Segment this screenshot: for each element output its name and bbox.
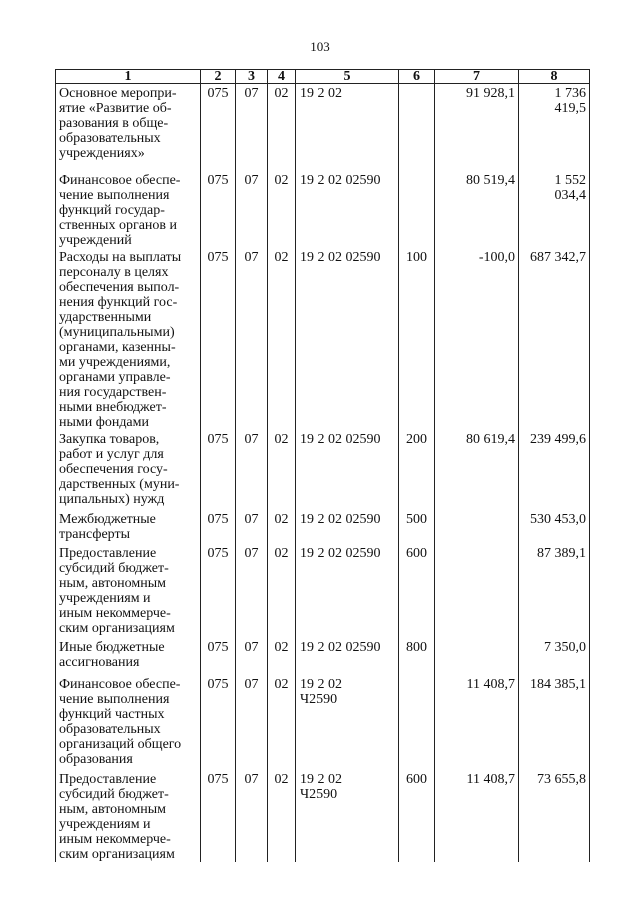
row-section-text: 07 <box>244 771 259 787</box>
row-name <box>56 171 201 248</box>
row-total-amount <box>519 510 590 544</box>
row-change-amount <box>435 84 519 171</box>
row-subsection <box>268 544 296 638</box>
row-expense-type <box>399 248 435 430</box>
row-target-article <box>296 510 399 544</box>
row-code-admin <box>201 638 236 675</box>
row-total-amount <box>519 638 590 675</box>
row-code-admin <box>201 430 236 510</box>
row-name-text: Финансовое обеспе- чение выполнения функций государ- ственных органов и учреждений <box>59 172 181 248</box>
row-expense-type-text: 800 <box>406 639 427 655</box>
row-subsection-text: 02 <box>274 545 289 561</box>
budget-table-wrapper <box>55 69 589 862</box>
row-name-text: Расходы на выплаты персоналу в целях обеспечения выпол- нения функций гос- ударственными (муниципальными) органами, казенны- ми учреждениями, органами управле- ния государствен- ными внебюджет- ными фондами <box>59 249 182 430</box>
row-total-amount-text: 530 453,0 <box>530 511 586 527</box>
row-total-amount <box>519 770 590 862</box>
row-change-amount <box>435 770 519 862</box>
header-col-8: 8 <box>519 70 590 84</box>
row-subsection <box>268 675 296 770</box>
row-code-admin-text: 075 <box>207 771 229 787</box>
row-section-text: 07 <box>244 545 259 561</box>
row-expense-type <box>399 430 435 510</box>
row-section <box>236 248 268 430</box>
row-section <box>236 675 268 770</box>
row-code-admin-text: 075 <box>207 172 229 188</box>
row-code-admin-text: 075 <box>207 86 229 101</box>
row-subsection <box>268 638 296 675</box>
row-name <box>56 675 201 770</box>
row-name <box>56 770 201 862</box>
row-change-amount <box>435 675 519 770</box>
row-name-text: Финансовое обеспе- чение выполнения функций частных образовательных организаций общего образования <box>59 676 182 767</box>
row-target-article <box>296 544 399 638</box>
table-row <box>56 171 590 248</box>
row-total-amount <box>519 248 590 430</box>
budget-table <box>55 69 590 862</box>
row-total-amount <box>519 171 590 248</box>
row-target-article-text: 19 2 02 02590 <box>300 172 381 188</box>
row-target-article-text: 19 2 02 02590 <box>300 249 381 265</box>
row-target-article <box>296 638 399 675</box>
row-target-article-text: 19 2 02 <box>300 86 342 101</box>
row-target-article-text: 19 2 02 Ч2590 <box>300 771 342 802</box>
row-name <box>56 510 201 544</box>
row-subsection <box>268 510 296 544</box>
table-row <box>56 770 590 862</box>
row-change-amount-text: 91 928,1 <box>466 86 515 101</box>
row-section-text: 07 <box>244 676 259 692</box>
row-total-amount <box>519 544 590 638</box>
row-section-text: 07 <box>244 511 259 527</box>
row-total-amount-text: 184 385,1 <box>530 676 586 692</box>
row-change-amount-text: 80 619,4 <box>466 431 515 447</box>
row-section <box>236 638 268 675</box>
row-expense-type <box>399 84 435 171</box>
row-subsection-text: 02 <box>274 639 289 655</box>
row-code-admin-text: 075 <box>207 511 229 527</box>
table-row <box>56 248 590 430</box>
row-target-article-text: 19 2 02 02590 <box>300 431 381 447</box>
row-total-amount <box>519 675 590 770</box>
row-total-amount <box>519 430 590 510</box>
row-name-text: Межбюджетные трансферты <box>59 511 156 542</box>
row-subsection <box>268 430 296 510</box>
row-name <box>56 638 201 675</box>
row-section-text: 07 <box>244 86 259 101</box>
row-expense-type-text: 600 <box>406 771 427 787</box>
header-row <box>56 70 590 84</box>
row-name-text: Предоставление субсидий бюджет- ным, автономным учреждениям и иным некоммерче- ским организациям <box>59 771 175 862</box>
row-section <box>236 171 268 248</box>
row-subsection <box>268 84 296 171</box>
row-total-amount <box>519 84 590 171</box>
row-code-admin-text: 075 <box>207 249 229 265</box>
row-subsection-text: 02 <box>274 511 289 527</box>
header-col-5: 5 <box>296 70 399 84</box>
header-col-6: 6 <box>399 70 435 84</box>
row-code-admin <box>201 675 236 770</box>
row-target-article <box>296 675 399 770</box>
row-target-article-text: 19 2 02 Ч2590 <box>300 676 342 707</box>
row-change-amount <box>435 430 519 510</box>
row-section <box>236 770 268 862</box>
row-code-admin-text: 075 <box>207 639 229 655</box>
header-col-4: 4 <box>268 70 296 84</box>
row-code-admin <box>201 84 236 171</box>
row-target-article <box>296 84 399 171</box>
row-section <box>236 430 268 510</box>
row-subsection-text: 02 <box>274 676 289 692</box>
table-row <box>56 430 590 510</box>
row-expense-type <box>399 171 435 248</box>
row-section <box>236 510 268 544</box>
row-change-amount <box>435 638 519 675</box>
row-target-article <box>296 171 399 248</box>
row-name <box>56 430 201 510</box>
row-expense-type <box>399 544 435 638</box>
row-name-text: Основное меропри- ятие «Развитие об- разования в обще- образовательных учреждениях» <box>59 86 177 161</box>
row-code-admin <box>201 510 236 544</box>
header-col-2: 2 <box>201 70 236 84</box>
row-change-amount-text: 80 519,4 <box>466 172 515 188</box>
row-code-admin <box>201 770 236 862</box>
row-expense-type-text: 200 <box>406 431 427 447</box>
row-subsection-text: 02 <box>274 249 289 265</box>
row-section <box>236 544 268 638</box>
row-total-amount-text: 239 499,6 <box>530 431 586 447</box>
header-col-7: 7 <box>435 70 519 84</box>
row-section-text: 07 <box>244 249 259 265</box>
table-row <box>56 544 590 638</box>
row-change-amount <box>435 510 519 544</box>
row-code-admin <box>201 248 236 430</box>
row-subsection-text: 02 <box>274 86 289 101</box>
row-name-text: Иные бюджетные ассигнования <box>59 639 165 670</box>
table-row <box>56 84 590 171</box>
row-expense-type <box>399 675 435 770</box>
row-subsection-text: 02 <box>274 431 289 447</box>
row-subsection <box>268 248 296 430</box>
row-section-text: 07 <box>244 431 259 447</box>
row-code-admin <box>201 171 236 248</box>
row-expense-type-text: 500 <box>406 511 427 527</box>
row-name-text: Закупка товаров, работ и услуг для обеспечения госу- дарственных (муни- ципальных) нужд <box>59 431 180 507</box>
row-total-amount-text: 87 389,1 <box>537 545 586 561</box>
row-total-amount-text: 1 736 419,5 <box>554 86 586 116</box>
row-code-admin <box>201 544 236 638</box>
row-code-admin-text: 075 <box>207 545 229 561</box>
row-change-amount <box>435 248 519 430</box>
row-target-article-text: 19 2 02 02590 <box>300 511 381 527</box>
row-section-text: 07 <box>244 172 259 188</box>
row-subsection <box>268 171 296 248</box>
row-name <box>56 544 201 638</box>
row-target-article-text: 19 2 02 02590 <box>300 545 381 561</box>
header-col-3: 3 <box>236 70 268 84</box>
table-row <box>56 510 590 544</box>
page-number: 103 <box>310 39 330 54</box>
row-section <box>236 84 268 171</box>
header-col-1: 1 <box>56 70 201 84</box>
row-expense-type-text: 600 <box>406 545 427 561</box>
row-expense-type-text: 100 <box>406 249 427 265</box>
row-target-article <box>296 248 399 430</box>
row-target-article <box>296 770 399 862</box>
row-target-article-text: 19 2 02 02590 <box>300 639 381 655</box>
row-total-amount-text: 7 350,0 <box>544 639 586 655</box>
row-expense-type <box>399 638 435 675</box>
row-name-text: Предоставление субсидий бюджет- ным, автономным учреждениям и иным некоммерче- ским организациям <box>59 545 175 636</box>
row-subsection-text: 02 <box>274 172 289 188</box>
row-subsection-text: 02 <box>274 771 289 787</box>
row-change-amount-text: 11 408,7 <box>466 676 515 692</box>
row-total-amount-text: 1 552 034,4 <box>554 172 586 203</box>
table-row <box>56 638 590 675</box>
row-expense-type <box>399 510 435 544</box>
row-change-amount <box>435 544 519 638</box>
row-code-admin-text: 075 <box>207 676 229 692</box>
row-change-amount <box>435 171 519 248</box>
row-expense-type <box>399 770 435 862</box>
row-change-amount-text: 11 408,7 <box>466 771 515 787</box>
row-total-amount-text: 687 342,7 <box>530 249 586 265</box>
row-target-article <box>296 430 399 510</box>
table-row <box>56 675 590 770</box>
row-code-admin-text: 075 <box>207 431 229 447</box>
row-change-amount-text: -100,0 <box>478 249 515 265</box>
row-total-amount-text: 73 655,8 <box>537 771 586 787</box>
row-section-text: 07 <box>244 639 259 655</box>
table-body <box>56 84 590 862</box>
row-subsection <box>268 770 296 862</box>
row-name <box>56 248 201 430</box>
row-name <box>56 84 201 171</box>
